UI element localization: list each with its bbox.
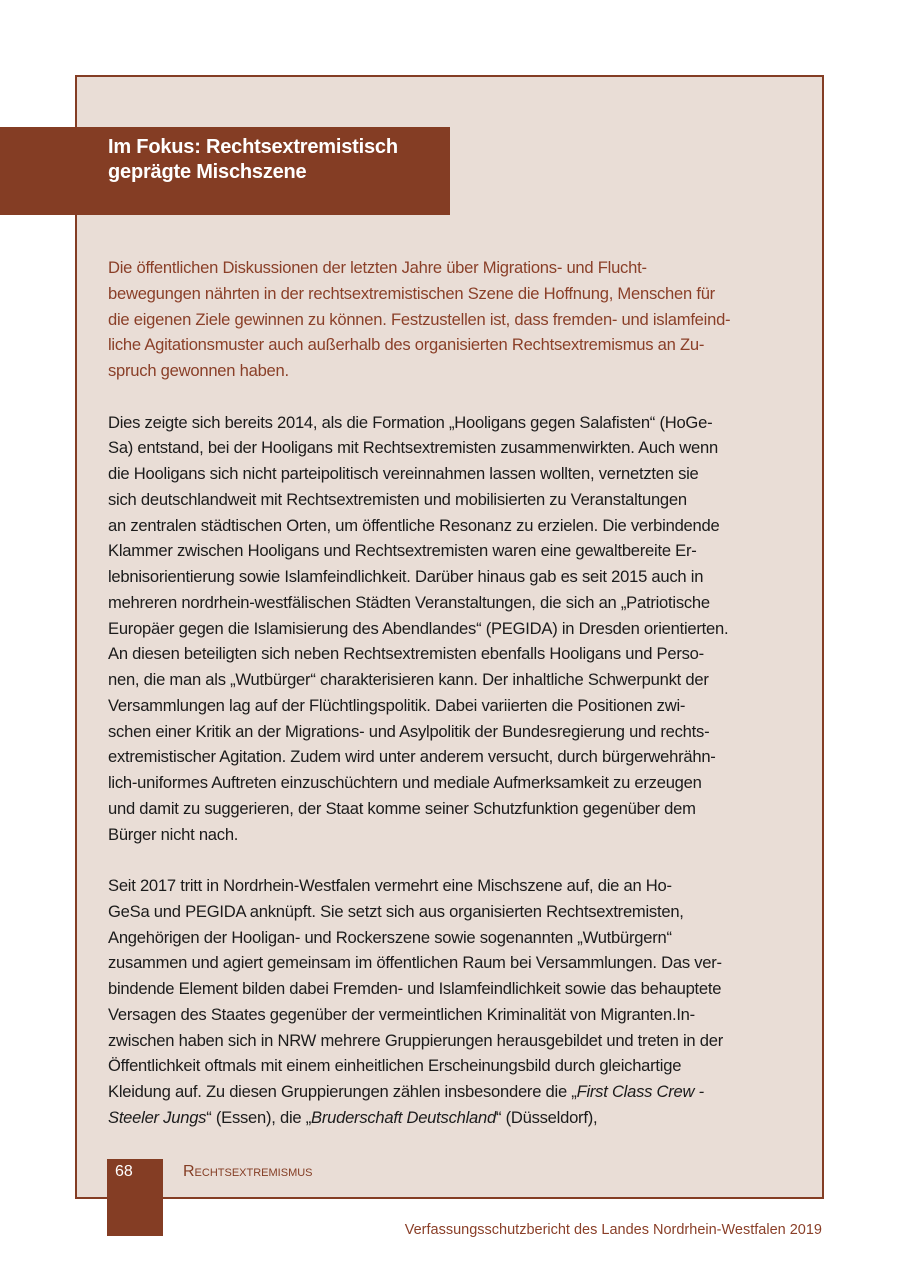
text-line: Angehörigen der Hooligan- und Rockerszene sowie sogenannten „Wutbürgern“ [108,927,672,947]
text-line [108,1079,798,1105]
text-line: Bürger nicht nach. [108,824,239,844]
title-line: Im Fokus: Rechtsextremistisch [108,136,398,158]
group-name-first-class-crew: First Class Crew - [576,1082,704,1101]
text-line: mehreren nordrhein-westfälischen Städten Veranstaltungen, die sich an „Patriotische [108,592,710,612]
text-line [108,1105,798,1131]
text-line: Öffentlichkeit oftmals mit einem einheitlichen Erscheinungsbild durch gleichartige [108,1056,682,1076]
text-line: bindende Element bilden dabei Fremden- und Islamfeindlichkeit sowie das behauptete [108,979,722,998]
text-line: Versammlungen lag auf der Flüchtlingspolitik. Dabei variierten die Positionen zwi- [108,695,686,715]
text-line: liche Agitationsmuster auch außerhalb des organisierten Rechtsextremismus an Zu- [108,335,705,355]
page-number: 68 [115,1163,133,1180]
text-line: Dies zeigte sich bereits 2014, als die Formation „Hooligans gegen Salafisten“ (HoGe- [108,412,713,432]
group-name-bruderschaft: Bruderschaft Deutschland [311,1107,496,1127]
text-line: schen einer Kritik an der Migrations- und Asylpolitik der Bundesregierung und rechts- [108,721,710,741]
group-name-steeler-jungs: Steeler Jungs [108,1107,207,1127]
body-paragraph-2 [108,873,798,1131]
text-line: lich-uniformes Auftreten einzuschüchtern und mediale Aufmerksamkeit zu erzeugen [108,773,702,792]
text-line: Klammer zwischen Hooligans und Rechtsextremisten waren eine gewaltbereite Er- [108,541,697,561]
intro-paragraph [108,255,798,384]
text-line: sich deutschlandweit mit Rechtsextremisten und mobilisierten zu Veranstaltungen [108,489,687,509]
text-line: extremistischer Agitation. Zudem wird unter anderem versucht, durch bürgerwehrähn- [108,747,716,767]
text-line: zwischen haben sich in NRW mehrere Gruppierungen herausgebildet und treten in der [108,1030,723,1050]
body-paragraph-1 [108,410,798,848]
text-line: Sa) entstand, bei der Hooligans mit Rechtsextremisten zusammenwirkten. Auch wenn [108,438,718,458]
text-line: an zentralen städtischen Orten, um öffentliche Resonanz zu erzielen. Die verbindende [108,515,720,535]
article-body [108,255,798,1156]
text-line: die eigenen Ziele gewinnen zu können. Festzustellen ist, dass fremden- und islamfeind- [108,309,731,329]
text-line: An diesen beteiligten sich neben Rechtsextremisten ebenfalls Hooligans und Perso- [108,644,704,664]
text-line: spruch gewonnen haben. [108,361,289,380]
text-line: zusammen und agiert gemeinsam im öffentlichen Raum bei Versammlungen. Das ver- [108,953,722,973]
text-line: GeSa und PEGIDA anknüpft. Sie setzt sich aus organisierten Rechtsextremisten, [108,901,684,921]
page-title [108,135,448,185]
text-line: lebnisorientierung sowie Islamfeindlichkeit. Darüber hinaus gab es seit 2015 auch in [108,567,704,586]
section-label: Rechtsextremismus [183,1163,313,1180]
text-line: Versagen des Staates gegenüber der vermeintlichen Kriminalität von Migranten.In- [108,1004,695,1024]
text-line: Die öffentlichen Diskussionen der letzten Jahre über Migrations- und Flucht- [108,258,647,277]
text-line: die Hooligans sich nicht parteipolitisch vereinnahmen lassen wollten, vernetzten sie [108,464,699,483]
text-segment: Kleidung auf. Zu diesen Gruppierungen zählen insbesondere die „ [108,1082,577,1101]
text-line: und damit zu suggerieren, der Staat komme seiner Schutzfunktion gegenüber dem [108,798,696,818]
publication-footer: Verfassungsschutzbericht des Landes Nordrhein-Westfalen 2019 [404,1222,822,1238]
title-line: geprägte Mischszene [108,161,307,183]
text-segment: “ (Essen), die „ [206,1107,312,1127]
text-segment: “ (Düsseldorf), [495,1107,598,1127]
text-line: Europäer gegen die Islamisierung des Abendlandes“ (PEGIDA) in Dresden orientierten. [108,618,729,638]
text-line: nen, die man als „Wutbürger“ charakterisieren kann. Der inhaltliche Schwerpunkt der [108,670,709,689]
text-line: bewegungen nährten in der rechtsextremistischen Szene die Hoffnung, Menschen für [108,283,715,303]
text-line: Seit 2017 tritt in Nordrhein-Westfalen vermehrt eine Mischszene auf, die an Ho- [108,876,672,895]
